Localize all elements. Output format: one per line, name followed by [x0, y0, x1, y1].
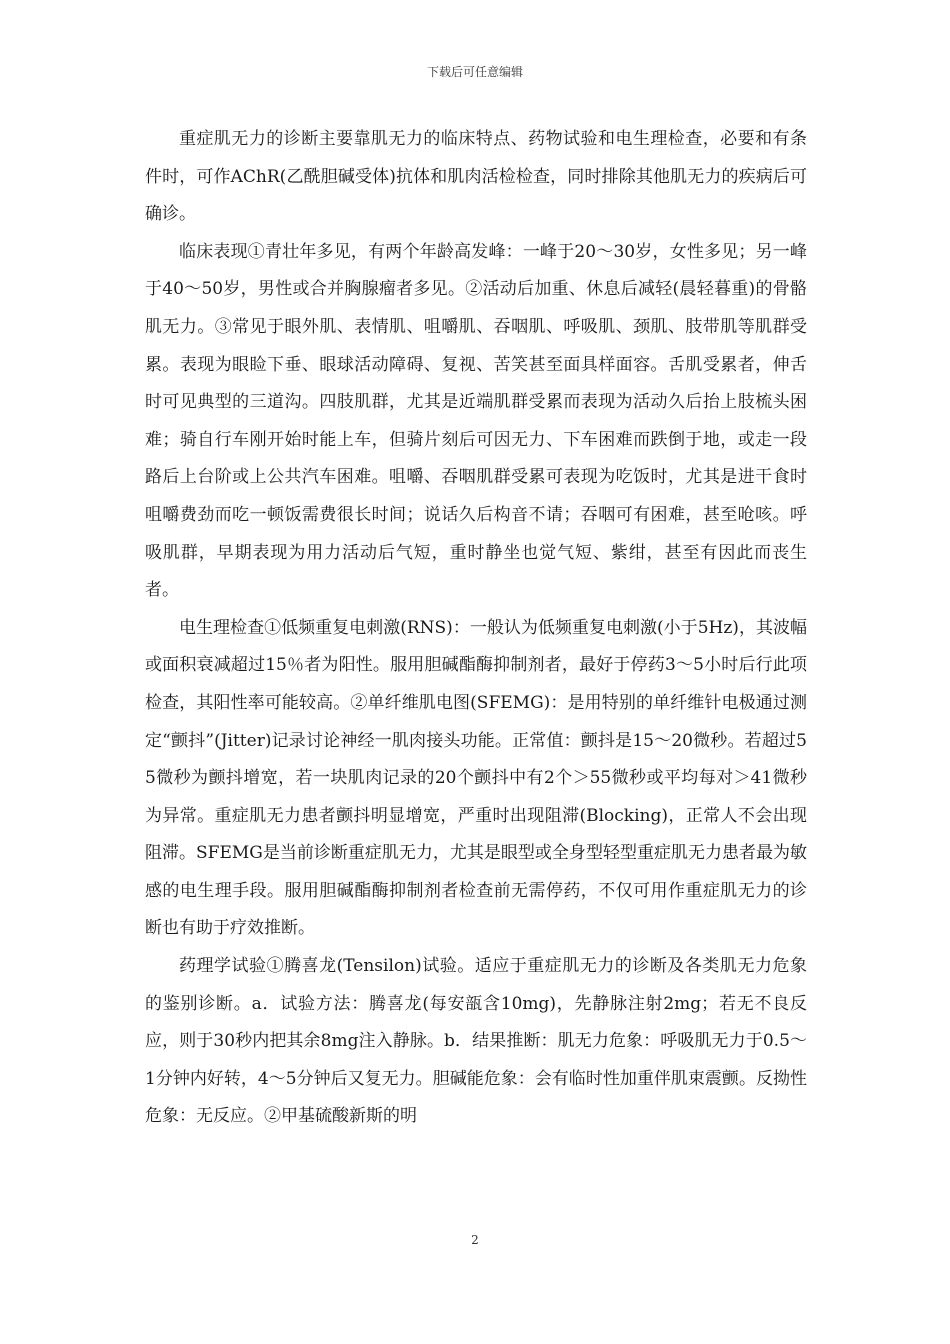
page-number: 2	[471, 1233, 479, 1247]
paragraph-electrophysiology: 电生理检查①低频重复电刺激(RNS)：一般认为低频重复电刺激(小于5Hz)，其波幅或面积衰减超过15％者为阳性。服用胆碱酯酶抑制剂者，最好于停药3～5小时后行此项检查，其阳性率可能较高。②单纤维肌电图(SFEMG)：是用特别的单纤维针电极通过测定“颤抖”(Jitter)记录讨论神经一肌肉接头功能。正常值：颤抖是15～20微秒。若超过55微秒为颤抖增宽，若一块肌肉记录的20个颤抖中有2个＞55微秒或平均每对＞41微秒为异常。重症肌无力患者颤抖明显增宽，严重时出现阻滞(Blocking)，正常人不会出现阻滞。SFEMG是当前诊断重症肌无力，尤其是眼型或全身型轻型重症肌无力患者最为敏感的电生理手段。服用胆碱酯酶抑制剂者检查前无需停药，不仅可用作重症肌无力的诊断也有助于疗效推断。	[145, 617, 807, 939]
paragraph-pharmacological-test: 药理学试验①腾喜龙(Tensilon)试验。适应于重症肌无力的诊断及各类肌无力危象的鉴别诊断。a．试验方法：腾喜龙(每安瓿含10mg)，先静脉注射2mg；若无不良反应，则于30秒内把其余8mg注入静脉。b．结果推断：肌无力危象：呼吸肌无力于0.5～1分钟内好转，4～5分钟后又复无力。胆碱能危象：会有临时性加重伴肌束震颤。反拗性危象：无反应。②甲基硫酸新斯的明	[145, 956, 807, 1127]
paragraph-clinical-manifestations: 临床表现①青壮年多见，有两个年龄高发峰：一峰于20～30岁，女性多见；另一峰于40～50岁，男性或合并胸腺瘤者多见。②活动后加重、休息后减轻(晨轻暮重)的骨骼肌无力。③常见于眼外肌、表情肌、咀嚼肌、吞咽肌、呼吸肌、颈肌、肢带肌等肌群受累。表现为眼睑下垂、眼球活动障碍、复视、苦笑甚至面具样面容。舌肌受累者，伸舌时可见典型的三道沟。四肢肌群，尤其是近端肌群受累而表现为活动久后抬上肢梳头困难；骑自行车刚开始时能上车，但骑片刻后可因无力、下车困难而跌倒于地，或走一段路后上台阶或上公共汽车困难。咀嚼、吞咽肌群受累可表现为吃饭时，尤其是进干食时咀嚼费劲而吃一顿饭需费很长时间；说话久后构音不请；吞咽可有困难，甚至呛咳。呼吸肌群，早期表现为用力活动后气短，重时静坐也觉气短、紫绀，甚至有因此而丧生者。	[145, 241, 807, 601]
page-header: 下载后可任意编辑	[426, 65, 523, 79]
paragraph-diagnosis-intro: 重症肌无力的诊断主要靠肌无力的临床特点、药物试验和电生理检查，必要和有条件时，可作AChR(乙酰胆碱受体)抗体和肌肉活检检查，同时排除其他肌无力的疾病后可确诊。	[145, 129, 807, 225]
document-body	[145, 121, 807, 1136]
